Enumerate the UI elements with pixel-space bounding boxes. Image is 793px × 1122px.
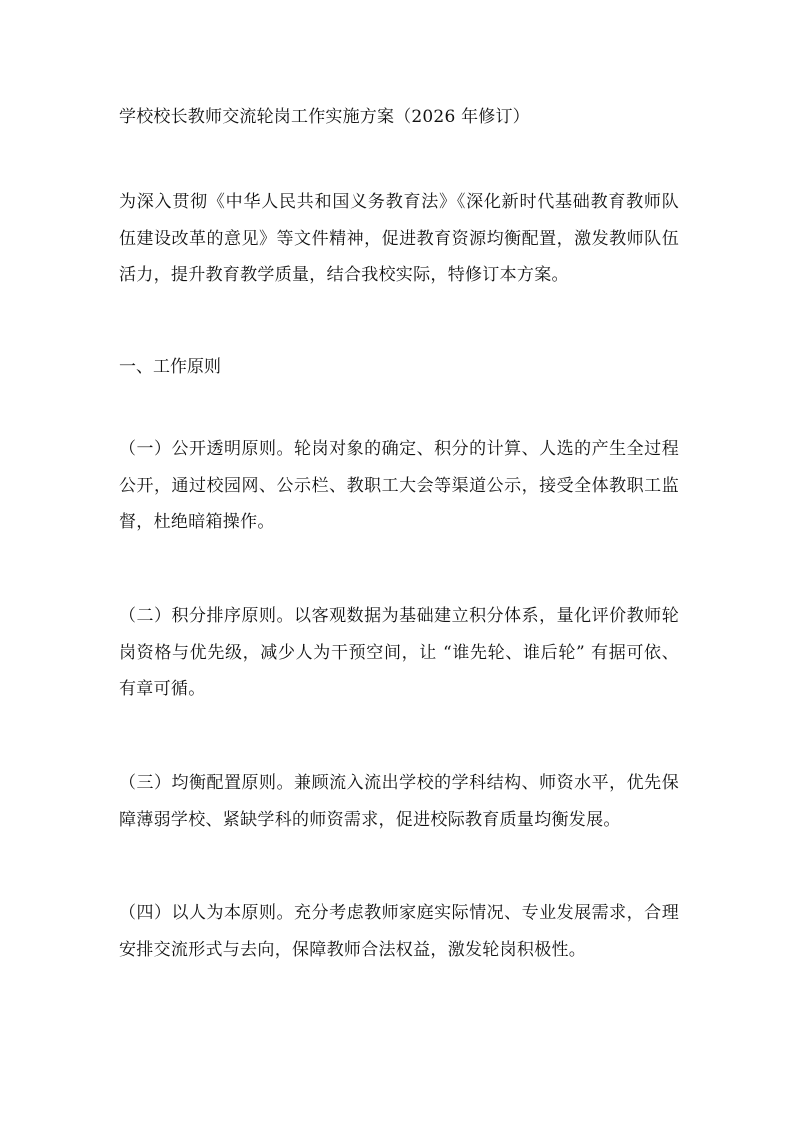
- principle-paragraph-points-ranking: （二）积分排序原则。以客观数据为基础建立积分体系，量化评价教师轮岗资格与优先级，减少人为干预空间，让 “谁先轮、谁后轮” 有据可依、有章可循。: [119, 606, 679, 699]
- principle-paragraph-balanced-allocation: （三）均衡配置原则。兼顾流入流出学校的学科结构、师资水平，优先保障薄弱学校、紧缺学科的师资需求，促进校际教育质量均衡发展。: [119, 773, 679, 830]
- principle-paragraph-people-oriented: （四）以人为本原则。充分考虑教师家庭实际情况、专业发展需求，合理安排交流形式与去向，保障教师合法权益，激发轮岗积极性。: [119, 903, 679, 960]
- principle-paragraph-openness: （一）公开透明原则。轮岗对象的确定、积分的计算、人选的产生全过程公开，通过校园网、公示栏、教职工大会等渠道公示，接受全体教职工监督，杜绝暗箱操作。: [119, 439, 679, 532]
- intro-paragraph: 为深入贯彻《中华人民共和国义务教育法》《深化新时代基础教育教师队伍建设改革的意见》等文件精神，促进教育资源均衡配置，激发教师队伍活力，提升教育教学质量，结合我校实际，特修订本方案。: [119, 192, 679, 285]
- document-title: 学校校长教师交流轮岗工作实施方案（2026 年修订）: [119, 107, 530, 127]
- section-heading-work-principles: 一、工作原则: [119, 357, 221, 377]
